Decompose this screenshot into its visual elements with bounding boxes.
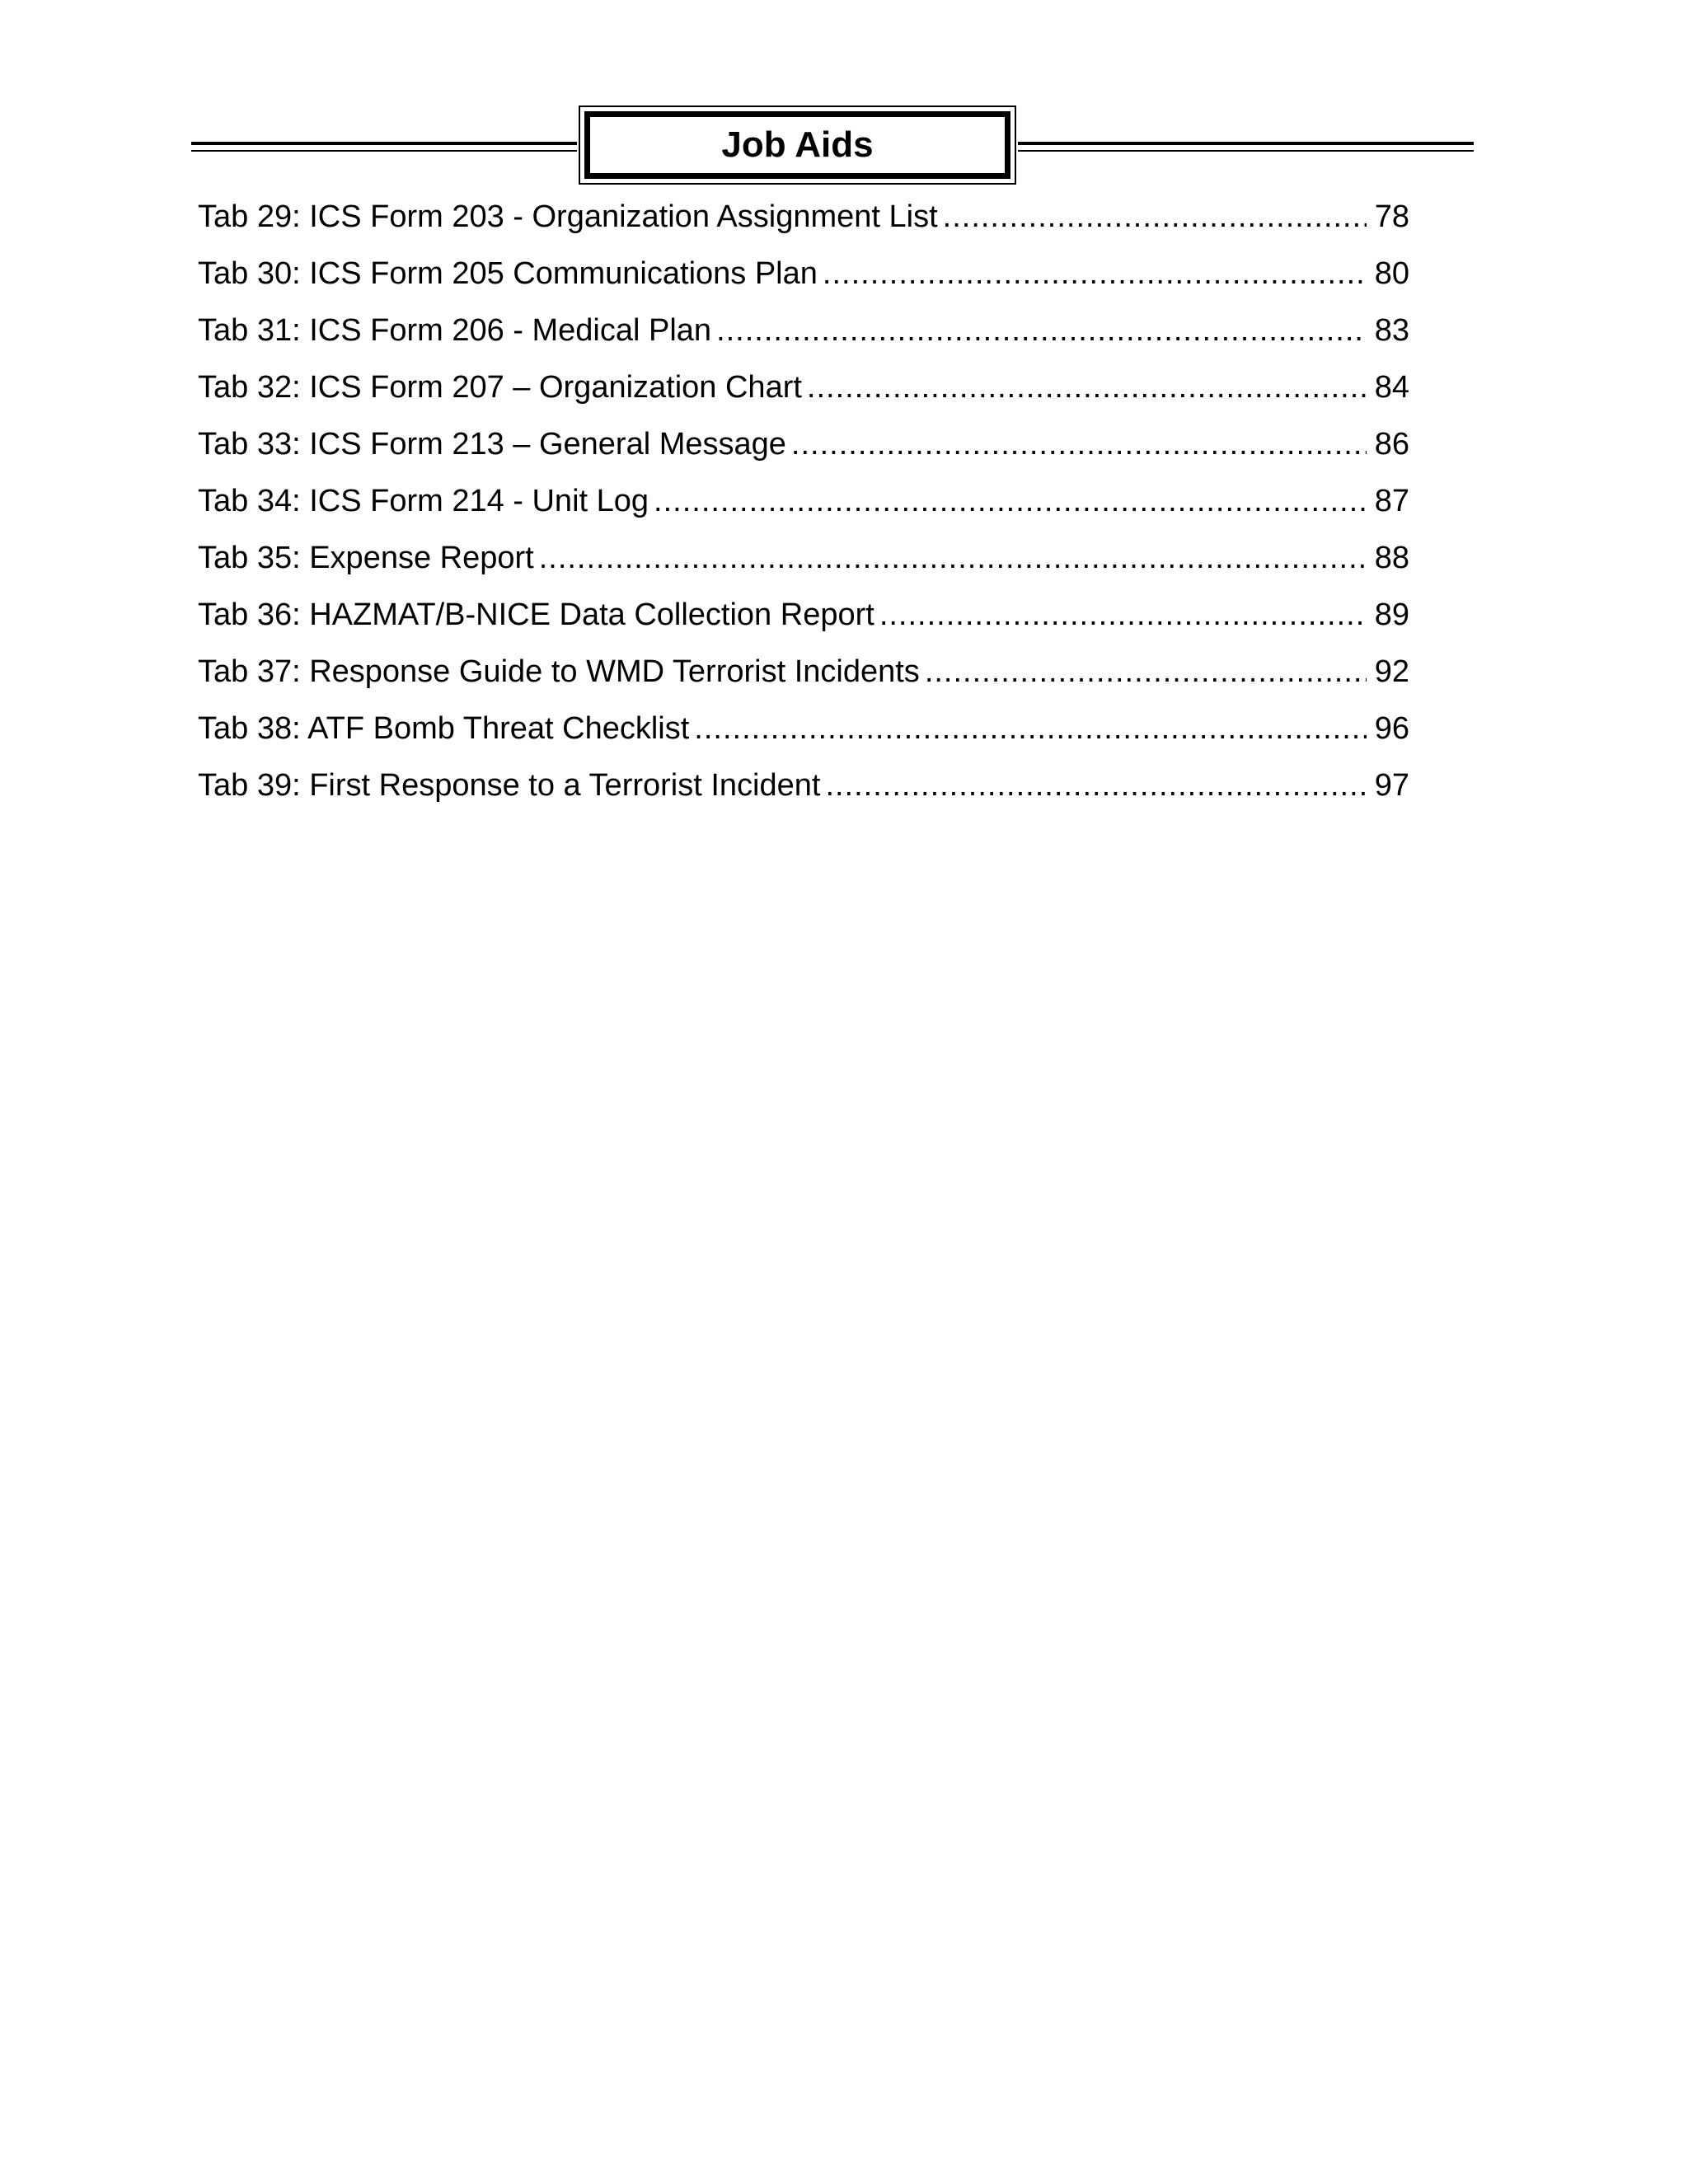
toc-page-number: 92: [1374, 654, 1409, 689]
toc-page-number: 83: [1374, 313, 1409, 348]
toc-dot-leader: [823, 253, 1367, 294]
toc-page-number: 80: [1374, 256, 1409, 291]
toc-page-number: 97: [1374, 768, 1409, 803]
toc-entry[interactable]: [198, 480, 1409, 537]
toc-page-number: 89: [1374, 598, 1409, 632]
toc-dot-leader: [943, 196, 1367, 237]
header-rule-left: [191, 142, 577, 152]
toc-dot-leader: [925, 651, 1367, 692]
toc-entry[interactable]: [198, 253, 1409, 310]
toc-entry-label: Tab 29: ICS Form 203 - Organization Assignment List: [198, 199, 938, 234]
toc-entry[interactable]: [198, 537, 1409, 594]
toc-entry[interactable]: [198, 708, 1409, 765]
toc-entry[interactable]: [198, 765, 1409, 822]
toc-entry[interactable]: [198, 594, 1409, 651]
toc-entry-label: Tab 37: Response Guide to WMD Terrorist Incidents: [198, 654, 920, 689]
toc-entry-label: Tab 34: ICS Form 214 - Unit Log: [198, 484, 649, 518]
title-box: [579, 105, 1016, 185]
toc-entry-label: Tab 30: ICS Form 205 Communications Plan: [198, 256, 818, 291]
toc-dot-leader: [654, 480, 1367, 522]
toc-page-number: 88: [1374, 541, 1409, 575]
toc-dot-leader: [879, 594, 1367, 635]
toc-entry-label: Tab 39: First Response to a Terrorist Incident: [198, 768, 821, 803]
table-of-contents: [198, 196, 1409, 822]
toc-entry-label: Tab 33: ICS Form 213 – General Message: [198, 427, 786, 462]
section-header: [191, 105, 1474, 190]
toc-entry-label: Tab 31: ICS Form 206 - Medical Plan: [198, 313, 712, 348]
title-box-inner: [584, 111, 1010, 179]
toc-entry[interactable]: [198, 196, 1409, 253]
toc-page-number: 96: [1374, 711, 1409, 746]
toc-page-number: 84: [1374, 370, 1409, 405]
toc-dot-leader: [539, 537, 1367, 579]
header-rule-right: [1018, 142, 1474, 152]
toc-entry-label: Tab 38: ATF Bomb Threat Checklist: [198, 711, 690, 746]
toc-page-number: 86: [1374, 427, 1409, 462]
toc-entry[interactable]: [198, 424, 1409, 480]
toc-entry[interactable]: [198, 310, 1409, 367]
toc-entry-label: Tab 32: ICS Form 207 – Organization Chart: [198, 370, 802, 405]
toc-dot-leader: [694, 708, 1367, 749]
toc-page-number: 78: [1374, 199, 1409, 234]
toc-page-number: 87: [1374, 484, 1409, 518]
toc-entry-label: Tab 35: Expense Report: [198, 541, 534, 575]
toc-entry[interactable]: [198, 651, 1409, 708]
section-title: Job Aids: [721, 124, 874, 165]
toc-dot-leader: [825, 765, 1367, 806]
toc-dot-leader: [791, 424, 1367, 465]
toc-entry[interactable]: [198, 367, 1409, 424]
toc-entry-label: Tab 36: HAZMAT/B-NICE Data Collection Report: [198, 598, 874, 632]
toc-dot-leader: [716, 310, 1367, 351]
toc-dot-leader: [807, 367, 1367, 408]
